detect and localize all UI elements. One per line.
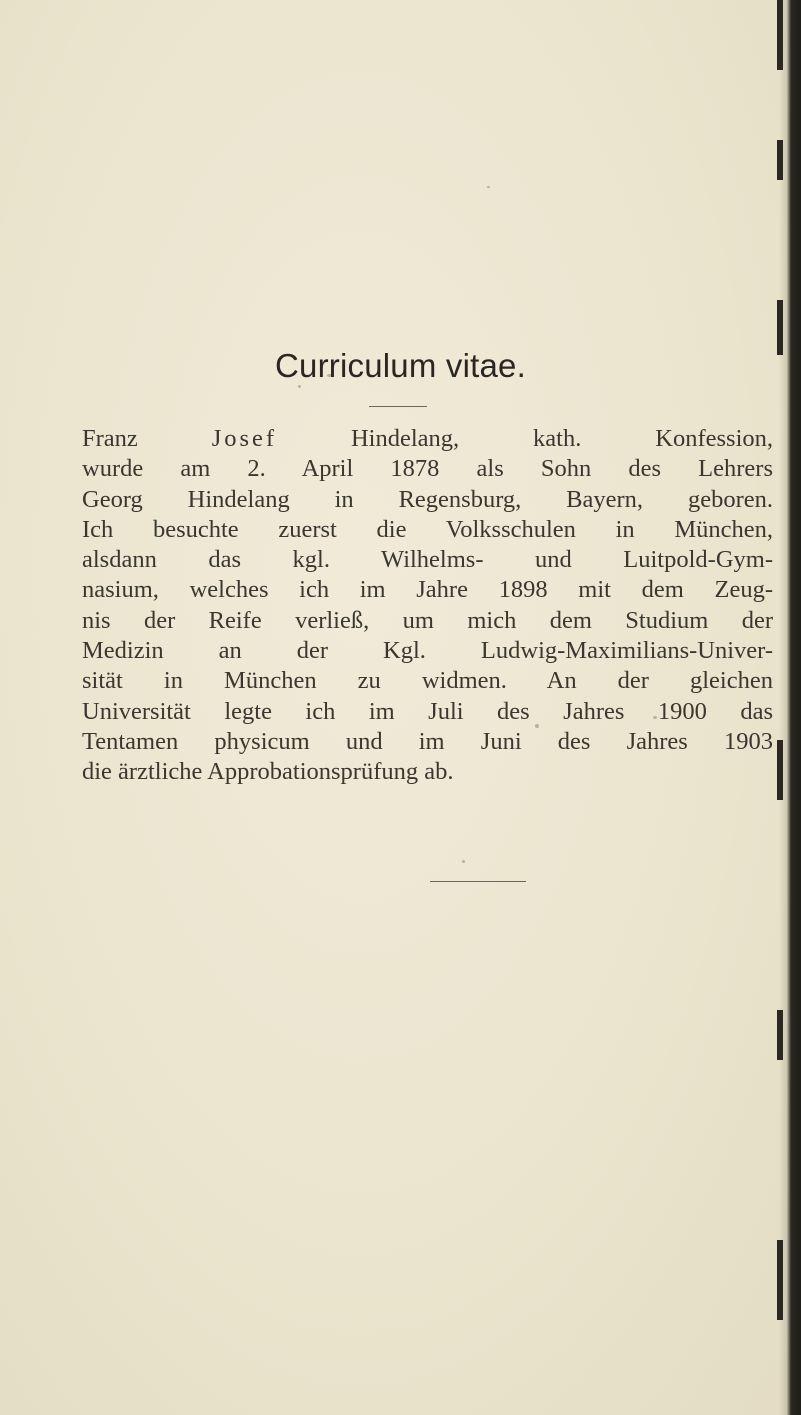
title-divider: [369, 406, 427, 407]
text-line: nis der Reife verließ, um mich dem Studium der: [82, 606, 773, 634]
page-edge-mark: [777, 140, 783, 180]
page-edge-shadow: [779, 0, 801, 1415]
page-edge-mark: [777, 0, 783, 70]
text-line: Tentamen physicum und im Juni des Jahres 1903: [82, 727, 773, 755]
closing-divider: [430, 881, 526, 882]
text-line: sität in München zu widmen. An der gleichen: [82, 667, 773, 695]
page-edge-mark: [777, 1240, 783, 1320]
text-line: Medizin an der Kgl. Ludwig-Maximilians-Univer-: [82, 637, 773, 665]
paper-speck: [462, 860, 465, 863]
text-line: Georg Hindelang in Regensburg, Bayern, geboren.: [82, 485, 773, 513]
text-line: [82, 424, 773, 454]
text-line: wurde am 2. April 1878 als Sohn des Lehrers: [82, 455, 773, 483]
text-fragment: Hindelang, kath. Konfession,: [277, 425, 773, 452]
biography-paragraph: [82, 424, 773, 788]
text-line: Universität legte ich im Juli des Jahres 1900 das: [82, 697, 773, 725]
text-line: nasium, welches ich im Jahre 1898 mit dem Zeug-: [82, 576, 773, 604]
page-title: Curriculum vitae.: [275, 347, 526, 384]
text-line: alsdann das kgl. Wilhelms- und Luitpold-Gym-: [82, 546, 773, 574]
spaced-name: Josef: [211, 425, 278, 452]
paper-speck: [487, 186, 490, 188]
text-line: Ich besuchte zuerst die Volksschulen in München,: [82, 515, 773, 543]
page-edge-mark: [777, 740, 783, 800]
text-fragment: Franz: [82, 425, 212, 452]
text-line: die ärztliche Approbationsprüfung ab.: [82, 758, 454, 786]
page-edge-mark: [777, 1010, 783, 1060]
